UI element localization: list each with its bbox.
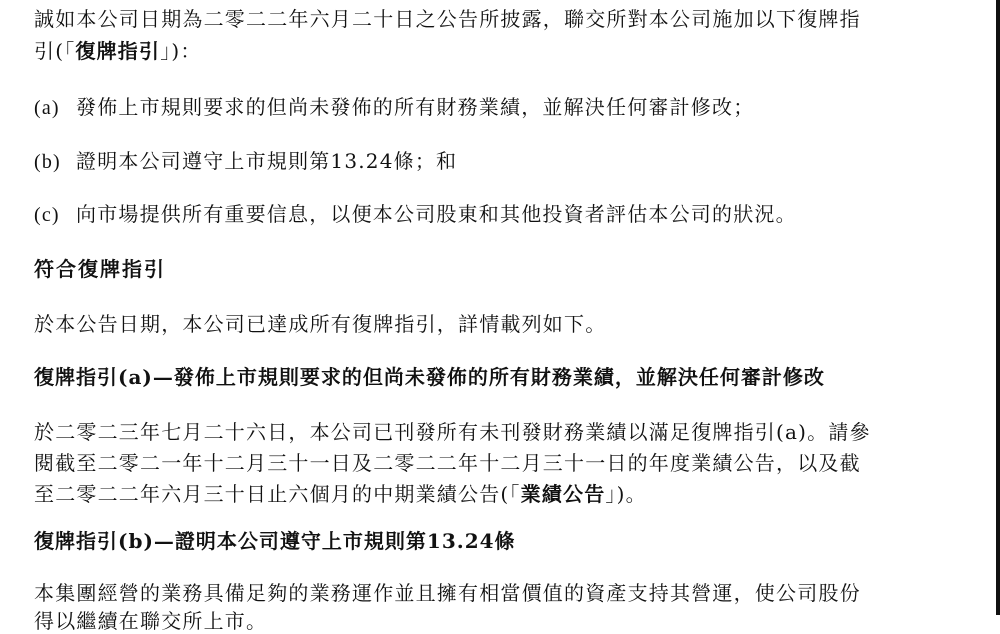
list-marker-b: (b)	[34, 151, 61, 173]
list-marker-c: (c)	[34, 204, 60, 226]
section-heading: 符合復牌指引	[34, 257, 166, 281]
subheading-guidance-b: 復牌指引(b)—證明本公司遵守上市規則第13.24條	[34, 529, 516, 553]
paragraph-3-line-2: 閱截至二零二一年十二月三十一日及二零二二年十二月三十一日的年度業績公告，以及截	[34, 451, 861, 475]
paragraph-3-line-3	[34, 481, 647, 507]
paragraph-2: 於本公告日期，本公司已達成所有復牌指引，詳情載列如下。	[34, 312, 607, 336]
list-text-a: 發佈上市規則要求的但尚未發佈的所有財務業績，並解決任何審計修改；	[76, 95, 755, 119]
results-announcement-term: 業績公告	[520, 482, 606, 506]
list-item-b	[34, 148, 457, 175]
list-item-c	[34, 201, 797, 228]
paragraph-3-line-3-suffix: 」)。	[605, 482, 647, 506]
list-text-b: 證明本公司遵守上市規則第13.24條；和	[76, 149, 458, 173]
paragraph-1-line-2-prefix: 引(「	[34, 39, 76, 63]
list-text-c: 向市場提供所有重要信息，以便本公司股東和其他投資者評估本公司的狀況。	[76, 202, 797, 226]
resumption-guidance-term: 復牌指引	[75, 39, 161, 63]
subheading-guidance-a: 復牌指引(a)—發佈上市規則要求的但尚未發佈的所有財務業績，並解決任何審計修改	[34, 365, 825, 389]
list-item-a	[34, 94, 754, 121]
paragraph-3-line-3-prefix: 至二零二二年六月三十日止六個月的中期業績公告(「	[34, 482, 521, 506]
paragraph-1-line-2	[34, 38, 202, 64]
paragraph-4-line-2: 得以繼續在聯交所上市。	[34, 609, 268, 633]
page-edge-rule	[996, 0, 1000, 615]
paragraph-1-line-2-suffix: 」)：	[160, 39, 202, 63]
paragraph-4-line-1: 本集團經營的業務具備足夠的業務運作並且擁有相當價值的資產支持其營運，使公司股份	[34, 581, 861, 605]
list-marker-a: (a)	[34, 97, 60, 119]
paragraph-1-line-1: 誠如本公司日期為二零二二年六月二十日之公告所披露，聯交所對本公司施加以下復牌指	[34, 7, 861, 31]
paragraph-3-line-1: 於二零二三年七月二十六日，本公司已刊發所有未刊發財務業績以滿足復牌指引(a)。請參	[34, 420, 871, 444]
